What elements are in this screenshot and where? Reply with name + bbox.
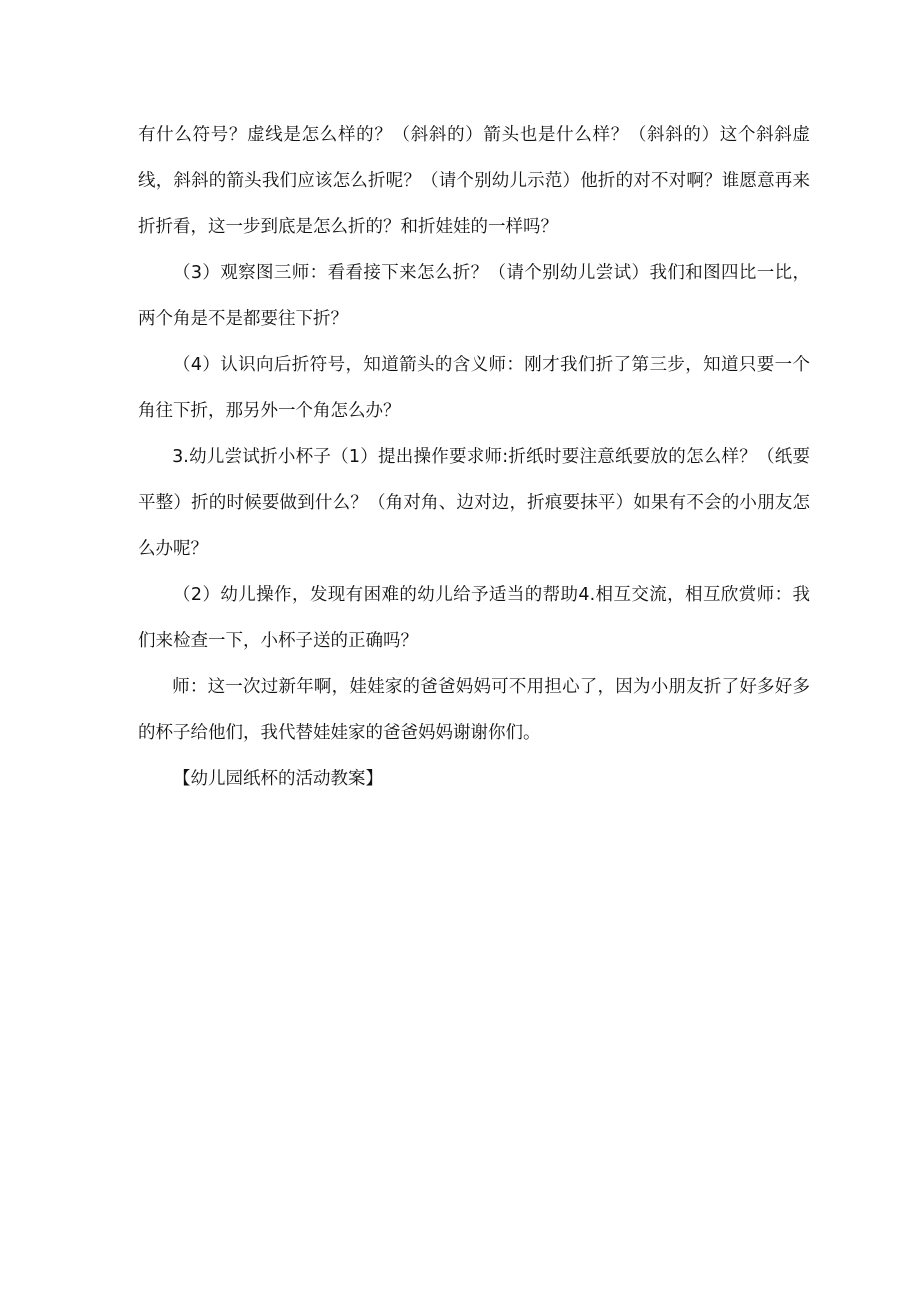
paragraph-backfold-symbol: （4）认识向后折符号，知道箭头的含义师：刚才我们折了第三步，知道只要一个角往下折，那另外一个角怎么办？	[138, 355, 810, 421]
paragraph-observe-figure-three: （3）观察图三师：看看接下来怎么折？（请个别幼儿尝试）我们和图四比一比，两个角是不是都要往下折？	[138, 263, 810, 329]
paragraph-children-operate: （2）幼儿操作，发现有困难的幼儿给予适当的帮助4.相互交流，相互欣赏师：我们来检查一下，小杯子送的正确吗？	[138, 585, 810, 651]
document-body	[138, 112, 810, 802]
document-title-footer: 【幼儿园纸杯的活动教案】	[173, 769, 383, 789]
paragraph-try-fold-cup: 3.幼儿尝试折小杯子（1）提出操作要求师:折纸时要注意纸要放的怎么样？（纸要平整）折的时候要做到什么？（角对角、边对边，折痕要抹平）如果有不会的小朋友怎么办呢？	[138, 447, 810, 559]
paragraph-question-symbols: 有什么符号？虚线是怎么样的？（斜斜的）箭头也是什么样？（斜斜的）这个斜斜虚线，斜斜的箭头我们应该怎么折呢？（请个别幼儿示范）他折的对不对啊？谁愿意再来折折看，这一步到底是怎么折的？和折娃娃的一样吗？	[138, 125, 810, 237]
paragraph-teacher-closing: 师：这一次过新年啊，娃娃家的爸爸妈妈可不用担心了，因为小朋友折了好多好多的杯子给他们，我代替娃娃家的爸爸妈妈谢谢你们。	[138, 677, 810, 743]
